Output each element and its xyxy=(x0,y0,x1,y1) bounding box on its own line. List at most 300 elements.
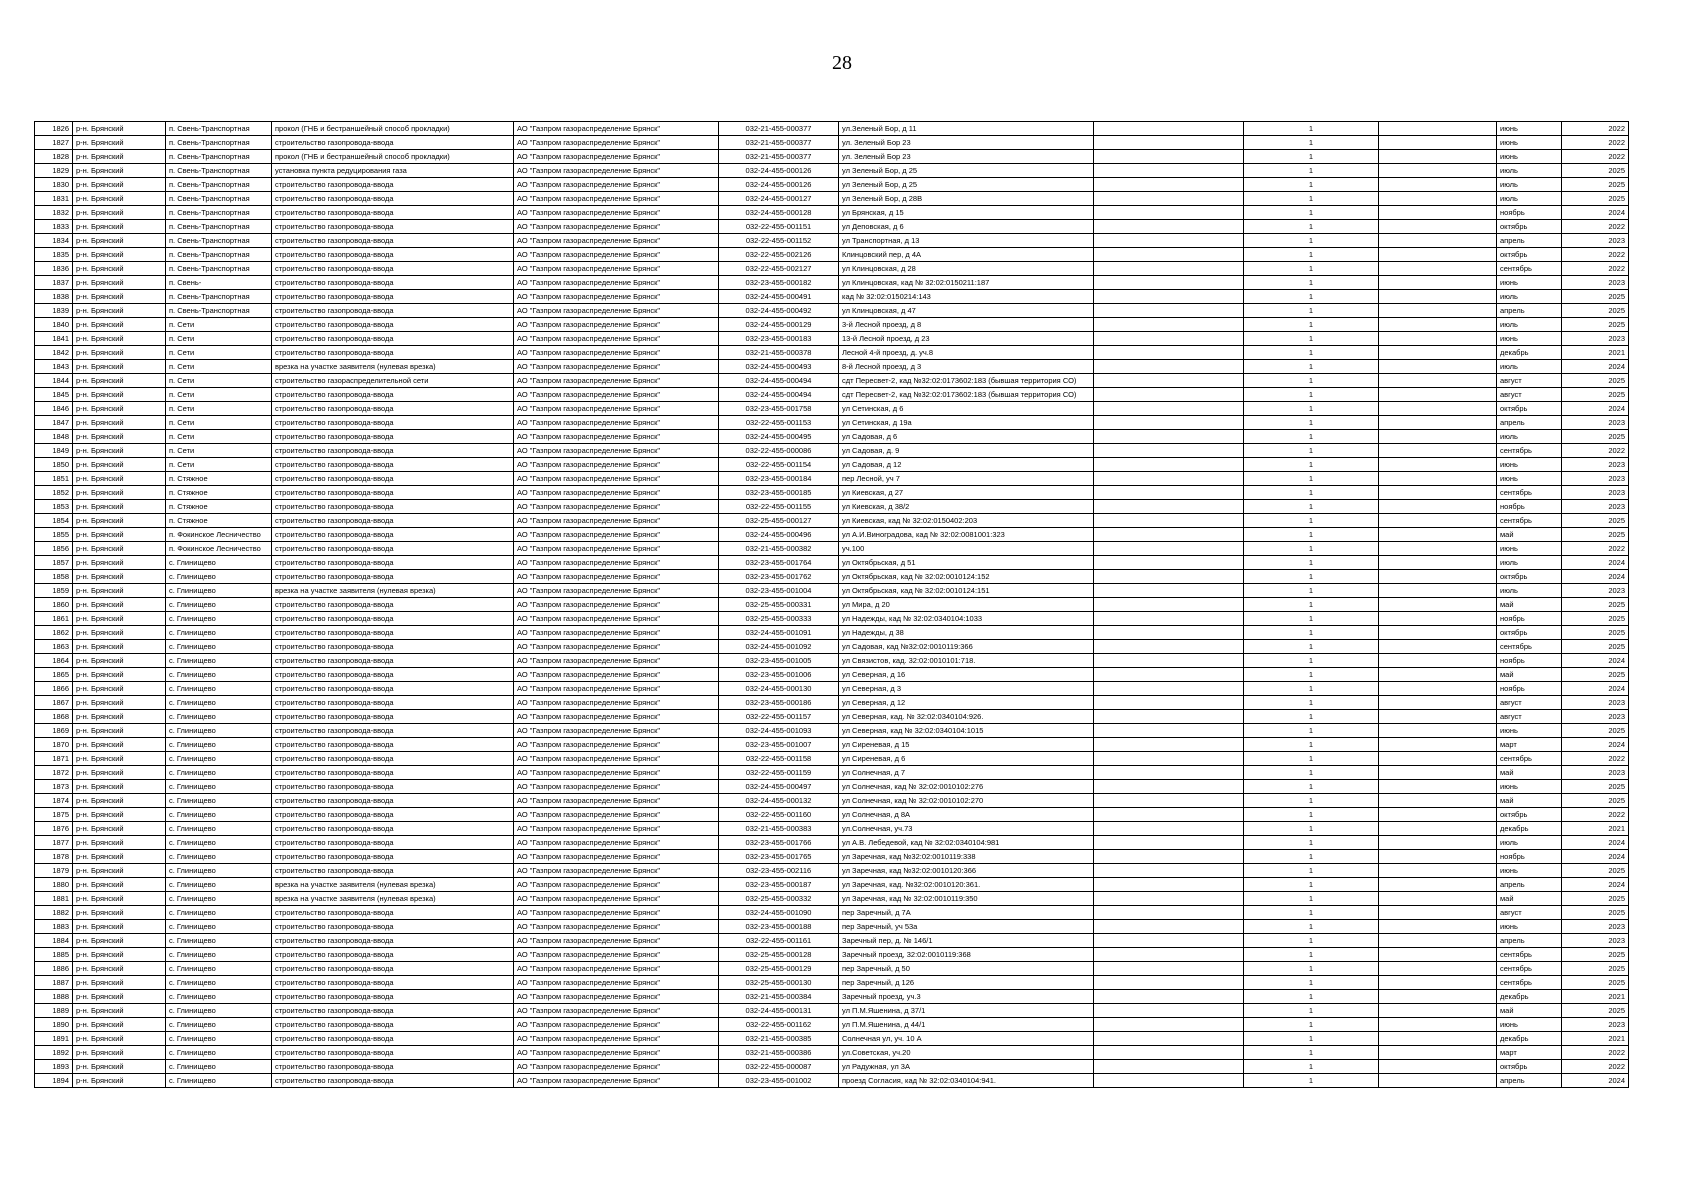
month-cell: июль xyxy=(1497,192,1562,206)
empty-cell xyxy=(1094,472,1244,486)
empty-cell xyxy=(1094,892,1244,906)
table-row xyxy=(35,864,1629,878)
district-cell: р-н. Брянский xyxy=(73,934,166,948)
district-cell: р-н. Брянский xyxy=(73,500,166,514)
month-cell: октябрь xyxy=(1497,626,1562,640)
year-cell: 2024 xyxy=(1562,1074,1629,1088)
quantity-cell: 1 xyxy=(1244,612,1379,626)
district-cell: р-н. Брянский xyxy=(73,850,166,864)
table-row xyxy=(35,738,1629,752)
empty-cell xyxy=(1094,234,1244,248)
empty-cell xyxy=(1379,556,1497,570)
empty-cell xyxy=(1379,542,1497,556)
empty-cell xyxy=(1379,808,1497,822)
month-cell: июнь xyxy=(1497,1018,1562,1032)
address-cell: ул Северная, д 12 xyxy=(839,696,1094,710)
tu-number-cell: 032-24-455-000126 xyxy=(719,164,839,178)
row-number-cell: 1836 xyxy=(35,262,73,276)
empty-cell xyxy=(1379,318,1497,332)
tu-number-cell: 032-23-455-001765 xyxy=(719,850,839,864)
month-cell: ноябрь xyxy=(1497,654,1562,668)
row-number-cell: 1894 xyxy=(35,1074,73,1088)
row-number-cell: 1892 xyxy=(35,1046,73,1060)
year-cell: 2025 xyxy=(1562,318,1629,332)
table-row xyxy=(35,962,1629,976)
table-row xyxy=(35,388,1629,402)
district-cell: р-н. Брянский xyxy=(73,1004,166,1018)
row-number-cell: 1839 xyxy=(35,304,73,318)
empty-cell xyxy=(1379,276,1497,290)
quantity-cell: 1 xyxy=(1244,192,1379,206)
row-number-cell: 1866 xyxy=(35,682,73,696)
row-number-cell: 1870 xyxy=(35,738,73,752)
district-cell: р-н. Брянский xyxy=(73,248,166,262)
table-row xyxy=(35,934,1629,948)
address-cell: ул Заречная, кад №32:02:0010120:366 xyxy=(839,864,1094,878)
empty-cell xyxy=(1379,206,1497,220)
address-cell: ул Сиреневая, д 15 xyxy=(839,738,1094,752)
work-type-cell: строительство газопровода-ввода xyxy=(272,430,514,444)
organization-cell: АО "Газпром газораспределение Брянск" xyxy=(514,234,719,248)
settlement-cell: п. Свень-Транспортная xyxy=(166,234,272,248)
empty-cell xyxy=(1379,220,1497,234)
month-cell: сентябрь xyxy=(1497,444,1562,458)
tu-number-cell: 032-24-455-000496 xyxy=(719,528,839,542)
year-cell: 2025 xyxy=(1562,626,1629,640)
empty-cell xyxy=(1379,892,1497,906)
address-cell: ул Октябрьская, кад № 32:02:0010124:152 xyxy=(839,570,1094,584)
organization-cell: АО "Газпром газораспределение Брянск" xyxy=(514,1032,719,1046)
district-cell: р-н. Брянский xyxy=(73,262,166,276)
row-number-cell: 1855 xyxy=(35,528,73,542)
work-type-cell: строительство газопровода-ввода xyxy=(272,262,514,276)
settlement-cell: с. Глинищево xyxy=(166,1060,272,1074)
empty-cell xyxy=(1379,822,1497,836)
district-cell: р-н. Брянский xyxy=(73,318,166,332)
year-cell: 2025 xyxy=(1562,612,1629,626)
year-cell: 2025 xyxy=(1562,892,1629,906)
settlement-cell: п. Сети xyxy=(166,360,272,374)
tu-number-cell: 032-24-455-000126 xyxy=(719,178,839,192)
year-cell: 2022 xyxy=(1562,1060,1629,1074)
month-cell: сентябрь xyxy=(1497,948,1562,962)
table-row xyxy=(35,220,1629,234)
year-cell: 2025 xyxy=(1562,962,1629,976)
address-cell: ул Надежды, д 38 xyxy=(839,626,1094,640)
empty-cell xyxy=(1379,304,1497,318)
tu-number-cell: 032-22-455-000087 xyxy=(719,1060,839,1074)
address-cell: ул Северная, кад № 32:02:0340104:1015 xyxy=(839,724,1094,738)
table-row xyxy=(35,164,1629,178)
table-row xyxy=(35,416,1629,430)
empty-cell xyxy=(1379,136,1497,150)
empty-cell xyxy=(1379,766,1497,780)
work-type-cell: строительство газопровода-ввода xyxy=(272,822,514,836)
tu-number-cell: 032-24-455-000132 xyxy=(719,794,839,808)
row-number-cell: 1888 xyxy=(35,990,73,1004)
address-cell: кад № 32:02:0150214:143 xyxy=(839,290,1094,304)
month-cell: декабрь xyxy=(1497,990,1562,1004)
quantity-cell: 1 xyxy=(1244,934,1379,948)
empty-cell xyxy=(1094,780,1244,794)
empty-cell xyxy=(1094,920,1244,934)
table-row xyxy=(35,150,1629,164)
organization-cell: АО "Газпром газораспределение Брянск" xyxy=(514,976,719,990)
organization-cell: АО "Газпром газораспределение Брянск" xyxy=(514,150,719,164)
organization-cell: АО "Газпром газораспределение Брянск" xyxy=(514,808,719,822)
address-cell: 3-й Лесной проезд, д 8 xyxy=(839,318,1094,332)
empty-cell xyxy=(1094,220,1244,234)
table-row xyxy=(35,822,1629,836)
district-cell: р-н. Брянский xyxy=(73,920,166,934)
district-cell: р-н. Брянский xyxy=(73,794,166,808)
table-row xyxy=(35,612,1629,626)
organization-cell: АО "Газпром газораспределение Брянск" xyxy=(514,612,719,626)
empty-cell xyxy=(1379,444,1497,458)
quantity-cell: 1 xyxy=(1244,808,1379,822)
quantity-cell: 1 xyxy=(1244,766,1379,780)
work-type-cell: строительство газопровода-ввода xyxy=(272,682,514,696)
row-number-cell: 1860 xyxy=(35,598,73,612)
organization-cell: АО "Газпром газораспределение Брянск" xyxy=(514,822,719,836)
empty-cell xyxy=(1379,234,1497,248)
district-cell: р-н. Брянский xyxy=(73,682,166,696)
settlement-cell: с. Глинищево xyxy=(166,598,272,612)
address-cell: ул Заречная, кад №32:02:0010119:338 xyxy=(839,850,1094,864)
empty-cell xyxy=(1379,1060,1497,1074)
quantity-cell: 1 xyxy=(1244,248,1379,262)
month-cell: апрель xyxy=(1497,304,1562,318)
work-type-cell: строительство газопровода-ввода xyxy=(272,836,514,850)
empty-cell xyxy=(1094,1032,1244,1046)
settlement-cell: с. Глинищево xyxy=(166,1004,272,1018)
district-cell: р-н. Брянский xyxy=(73,822,166,836)
settlement-cell: с. Глинищево xyxy=(166,794,272,808)
tu-number-cell: 032-24-455-001091 xyxy=(719,626,839,640)
quantity-cell: 1 xyxy=(1244,374,1379,388)
organization-cell: АО "Газпром газораспределение Брянск" xyxy=(514,724,719,738)
work-type-cell: строительство газопровода-ввода xyxy=(272,696,514,710)
month-cell: август xyxy=(1497,696,1562,710)
address-cell: уч.100 xyxy=(839,542,1094,556)
tu-number-cell: 032-22-455-001162 xyxy=(719,1018,839,1032)
year-cell: 2022 xyxy=(1562,262,1629,276)
empty-cell xyxy=(1094,192,1244,206)
row-number-cell: 1844 xyxy=(35,374,73,388)
year-cell: 2022 xyxy=(1562,248,1629,262)
year-cell: 2024 xyxy=(1562,570,1629,584)
month-cell: июль xyxy=(1497,556,1562,570)
address-cell: ул Сиреневая, д 6 xyxy=(839,752,1094,766)
quantity-cell: 1 xyxy=(1244,696,1379,710)
month-cell: июнь xyxy=(1497,276,1562,290)
empty-cell xyxy=(1379,864,1497,878)
year-cell: 2025 xyxy=(1562,374,1629,388)
work-type-cell: строительство газопровода-ввода xyxy=(272,1032,514,1046)
work-type-cell: строительство газопровода-ввода xyxy=(272,206,514,220)
tu-number-cell: 032-21-455-000382 xyxy=(719,542,839,556)
row-number-cell: 1887 xyxy=(35,976,73,990)
work-type-cell: строительство газопровода-ввода xyxy=(272,276,514,290)
year-cell: 2021 xyxy=(1562,346,1629,360)
month-cell: июнь xyxy=(1497,920,1562,934)
work-type-cell: строительство газопровода-ввода xyxy=(272,990,514,1004)
work-type-cell: строительство газопровода-ввода xyxy=(272,598,514,612)
work-type-cell: строительство газопровода-ввода xyxy=(272,528,514,542)
district-cell: р-н. Брянский xyxy=(73,304,166,318)
month-cell: август xyxy=(1497,374,1562,388)
settlement-cell: с. Глинищево xyxy=(166,850,272,864)
quantity-cell: 1 xyxy=(1244,304,1379,318)
tu-number-cell: 032-25-455-000127 xyxy=(719,514,839,528)
settlement-cell: п. Сети xyxy=(166,332,272,346)
row-number-cell: 1876 xyxy=(35,822,73,836)
row-number-cell: 1850 xyxy=(35,458,73,472)
tu-number-cell: 032-23-455-001764 xyxy=(719,556,839,570)
settlement-cell: п. Свень- xyxy=(166,276,272,290)
district-cell: р-н. Брянский xyxy=(73,276,166,290)
organization-cell: АО "Газпром газораспределение Брянск" xyxy=(514,906,719,920)
empty-cell xyxy=(1379,738,1497,752)
work-type-cell: строительство газораспределительной сети xyxy=(272,374,514,388)
tu-number-cell: 032-22-455-001158 xyxy=(719,752,839,766)
organization-cell: АО "Газпром газораспределение Брянск" xyxy=(514,220,719,234)
quantity-cell: 1 xyxy=(1244,150,1379,164)
row-number-cell: 1884 xyxy=(35,934,73,948)
organization-cell: АО "Газпром газораспределение Брянск" xyxy=(514,248,719,262)
table-row xyxy=(35,780,1629,794)
district-cell: р-н. Брянский xyxy=(73,612,166,626)
work-type-cell: строительство газопровода-ввода xyxy=(272,962,514,976)
tu-number-cell: 032-23-455-001006 xyxy=(719,668,839,682)
tu-number-cell: 032-23-455-001002 xyxy=(719,1074,839,1088)
tu-number-cell: 032-22-455-001160 xyxy=(719,808,839,822)
empty-cell xyxy=(1379,1032,1497,1046)
month-cell: июнь xyxy=(1497,458,1562,472)
tu-number-cell: 032-23-455-002116 xyxy=(719,864,839,878)
row-number-cell: 1875 xyxy=(35,808,73,822)
work-type-cell: врезка на участке заявителя (нулевая врезка) xyxy=(272,878,514,892)
row-number-cell: 1872 xyxy=(35,766,73,780)
row-number-cell: 1881 xyxy=(35,892,73,906)
settlement-cell: п. Сети xyxy=(166,430,272,444)
work-type-cell: врезка на участке заявителя (нулевая врезка) xyxy=(272,360,514,374)
table-row xyxy=(35,976,1629,990)
organization-cell: АО "Газпром газораспределение Брянск" xyxy=(514,794,719,808)
tu-number-cell: 032-22-455-001154 xyxy=(719,458,839,472)
row-number-cell: 1829 xyxy=(35,164,73,178)
quantity-cell: 1 xyxy=(1244,794,1379,808)
district-cell: р-н. Брянский xyxy=(73,528,166,542)
year-cell: 2024 xyxy=(1562,402,1629,416)
address-cell: ул Радужная, ул 3А xyxy=(839,1060,1094,1074)
month-cell: сентябрь xyxy=(1497,514,1562,528)
empty-cell xyxy=(1379,430,1497,444)
address-cell: ул Садовая, д. 9 xyxy=(839,444,1094,458)
settlement-cell: п. Свень-Транспортная xyxy=(166,304,272,318)
organization-cell: АО "Газпром газораспределение Брянск" xyxy=(514,472,719,486)
tu-number-cell: 032-23-455-001004 xyxy=(719,584,839,598)
month-cell: июнь xyxy=(1497,332,1562,346)
quantity-cell: 1 xyxy=(1244,850,1379,864)
empty-cell xyxy=(1094,976,1244,990)
year-cell: 2025 xyxy=(1562,192,1629,206)
empty-cell xyxy=(1094,1074,1244,1088)
settlement-cell: с. Глинищево xyxy=(166,892,272,906)
organization-cell: АО "Газпром газораспределение Брянск" xyxy=(514,416,719,430)
work-type-cell: строительство газопровода-ввода xyxy=(272,738,514,752)
table-row xyxy=(35,1046,1629,1060)
empty-cell xyxy=(1094,906,1244,920)
address-cell: Заречный проезд, уч.3 xyxy=(839,990,1094,1004)
work-type-cell: строительство газопровода-ввода xyxy=(272,850,514,864)
month-cell: июнь xyxy=(1497,864,1562,878)
work-type-cell: строительство газопровода-ввода xyxy=(272,948,514,962)
organization-cell: АО "Газпром газораспределение Брянск" xyxy=(514,206,719,220)
empty-cell xyxy=(1094,612,1244,626)
settlement-cell: п. Сети xyxy=(166,318,272,332)
district-cell: р-н. Брянский xyxy=(73,514,166,528)
quantity-cell: 1 xyxy=(1244,976,1379,990)
table-row xyxy=(35,374,1629,388)
table-row xyxy=(35,486,1629,500)
table-row xyxy=(35,360,1629,374)
district-cell: р-н. Брянский xyxy=(73,696,166,710)
table-row xyxy=(35,402,1629,416)
work-type-cell: строительство газопровода-ввода xyxy=(272,1074,514,1088)
work-type-cell: строительство газопровода-ввода xyxy=(272,136,514,150)
quantity-cell: 1 xyxy=(1244,542,1379,556)
empty-cell xyxy=(1094,122,1244,136)
row-number-cell: 1863 xyxy=(35,640,73,654)
empty-cell xyxy=(1094,248,1244,262)
district-cell: р-н. Брянский xyxy=(73,738,166,752)
year-cell: 2022 xyxy=(1562,1046,1629,1060)
row-number-cell: 1835 xyxy=(35,248,73,262)
empty-cell xyxy=(1379,248,1497,262)
quantity-cell: 1 xyxy=(1244,724,1379,738)
month-cell: ноябрь xyxy=(1497,682,1562,696)
district-cell: р-н. Брянский xyxy=(73,668,166,682)
organization-cell: АО "Газпром газораспределение Брянск" xyxy=(514,1046,719,1060)
month-cell: август xyxy=(1497,710,1562,724)
quantity-cell: 1 xyxy=(1244,332,1379,346)
organization-cell: АО "Газпром газораспределение Брянск" xyxy=(514,276,719,290)
empty-cell xyxy=(1094,850,1244,864)
empty-cell xyxy=(1379,472,1497,486)
quantity-cell: 1 xyxy=(1244,318,1379,332)
organization-cell: АО "Газпром газораспределение Брянск" xyxy=(514,1074,719,1088)
month-cell: апрель xyxy=(1497,416,1562,430)
month-cell: сентябрь xyxy=(1497,962,1562,976)
row-number-cell: 1864 xyxy=(35,654,73,668)
empty-cell xyxy=(1379,906,1497,920)
row-number-cell: 1837 xyxy=(35,276,73,290)
empty-cell xyxy=(1094,206,1244,220)
row-number-cell: 1854 xyxy=(35,514,73,528)
organization-cell: АО "Газпром газораспределение Брянск" xyxy=(514,598,719,612)
tu-number-cell: 032-24-455-000130 xyxy=(719,682,839,696)
page-number: 28 xyxy=(832,52,852,74)
empty-cell xyxy=(1379,486,1497,500)
empty-cell xyxy=(1379,668,1497,682)
organization-cell: АО "Газпром газораспределение Брянск" xyxy=(514,290,719,304)
empty-cell xyxy=(1094,1004,1244,1018)
table-row xyxy=(35,262,1629,276)
year-cell: 2022 xyxy=(1562,136,1629,150)
empty-cell xyxy=(1094,402,1244,416)
address-cell: ул.Солнечная, уч.73 xyxy=(839,822,1094,836)
organization-cell: АО "Газпром газораспределение Брянск" xyxy=(514,430,719,444)
district-cell: р-н. Брянский xyxy=(73,1046,166,1060)
empty-cell xyxy=(1379,654,1497,668)
table-row xyxy=(35,794,1629,808)
empty-cell xyxy=(1094,374,1244,388)
address-cell: пер Заречный, д 126 xyxy=(839,976,1094,990)
work-type-cell: строительство газопровода-ввода xyxy=(272,402,514,416)
row-number-cell: 1878 xyxy=(35,850,73,864)
year-cell: 2023 xyxy=(1562,696,1629,710)
empty-cell xyxy=(1379,612,1497,626)
settlement-cell: с. Глинищево xyxy=(166,836,272,850)
tu-number-cell: 032-25-455-000333 xyxy=(719,612,839,626)
empty-cell xyxy=(1379,850,1497,864)
work-type-cell: строительство газопровода-ввода xyxy=(272,780,514,794)
empty-cell xyxy=(1379,332,1497,346)
quantity-cell: 1 xyxy=(1244,528,1379,542)
settlement-cell: п. Свень-Транспортная xyxy=(166,136,272,150)
settlement-cell: с. Глинищево xyxy=(166,640,272,654)
settlement-cell: с. Глинищево xyxy=(166,934,272,948)
settlement-cell: п. Свень-Транспортная xyxy=(166,262,272,276)
year-cell: 2025 xyxy=(1562,724,1629,738)
organization-cell: АО "Газпром газораспределение Брянск" xyxy=(514,920,719,934)
settlement-cell: п. Фокинское Лесничество xyxy=(166,542,272,556)
table-row xyxy=(35,234,1629,248)
settlement-cell: с. Глинищево xyxy=(166,696,272,710)
address-cell: ул Клинцовская, д 28 xyxy=(839,262,1094,276)
quantity-cell: 1 xyxy=(1244,514,1379,528)
tu-number-cell: 032-24-455-000497 xyxy=(719,780,839,794)
work-type-cell: строительство газопровода-ввода xyxy=(272,1004,514,1018)
address-cell: ул Надежды, кад № 32:02:0340104:1033 xyxy=(839,612,1094,626)
empty-cell xyxy=(1094,164,1244,178)
organization-cell: АО "Газпром газораспределение Брянск" xyxy=(514,178,719,192)
empty-cell xyxy=(1094,486,1244,500)
empty-cell xyxy=(1379,402,1497,416)
empty-cell xyxy=(1379,780,1497,794)
district-cell: р-н. Брянский xyxy=(73,206,166,220)
quantity-cell: 1 xyxy=(1244,458,1379,472)
tu-number-cell: 032-24-455-000129 xyxy=(719,318,839,332)
row-number-cell: 1843 xyxy=(35,360,73,374)
empty-cell xyxy=(1379,724,1497,738)
month-cell: июнь xyxy=(1497,780,1562,794)
month-cell: октябрь xyxy=(1497,220,1562,234)
table-row xyxy=(35,458,1629,472)
settlement-cell: с. Глинищево xyxy=(166,808,272,822)
row-number-cell: 1858 xyxy=(35,570,73,584)
year-cell: 2023 xyxy=(1562,486,1629,500)
organization-cell: АО "Газпром газораспределение Брянск" xyxy=(514,402,719,416)
organization-cell: АО "Газпром газораспределение Брянск" xyxy=(514,584,719,598)
empty-cell xyxy=(1094,962,1244,976)
row-number-cell: 1827 xyxy=(35,136,73,150)
work-type-cell: строительство газопровода-ввода xyxy=(272,626,514,640)
empty-cell xyxy=(1379,920,1497,934)
work-type-cell: строительство газопровода-ввода xyxy=(272,794,514,808)
address-cell: ул Транспортная, д 13 xyxy=(839,234,1094,248)
